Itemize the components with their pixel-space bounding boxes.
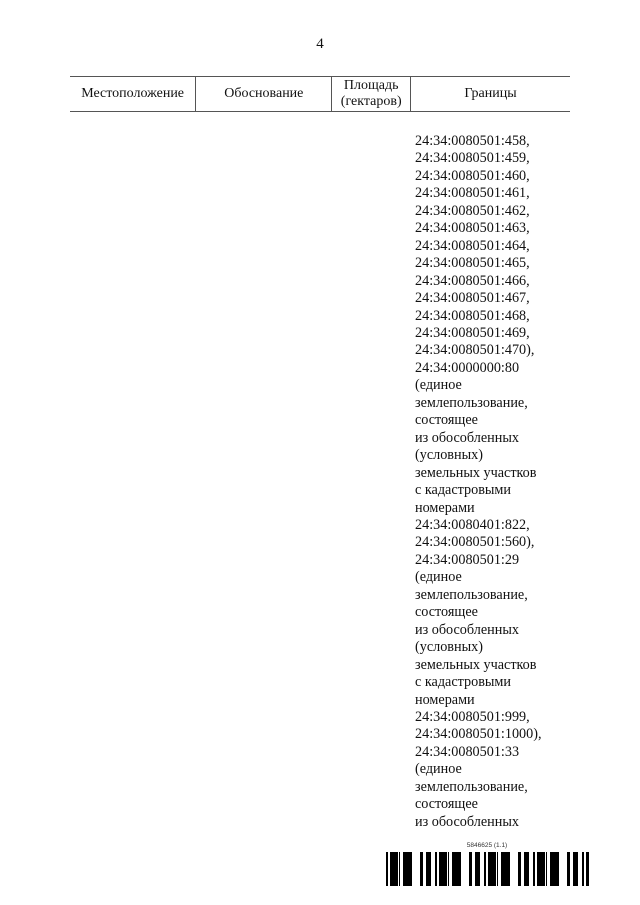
- barcode-bar: [505, 852, 508, 886]
- borders-cell-text: [415, 133, 542, 831]
- barcode-bar: [527, 852, 529, 886]
- barcode-bar: [426, 852, 429, 886]
- barcode-code: 5846625 (1.1): [466, 842, 508, 849]
- borders-line: 24:34:0080501:465,: [415, 255, 530, 272]
- barcode-bar: [454, 852, 456, 886]
- barcode-bar: [540, 852, 542, 886]
- barcode-bar: [508, 852, 510, 886]
- borders-line: землепользование,: [415, 778, 528, 795]
- barcode-bar: [503, 852, 505, 886]
- barcode-bar: [518, 852, 521, 886]
- borders-line: 24:34:0080501:466,: [415, 272, 530, 289]
- barcode-bar: [533, 852, 535, 886]
- header-location: Местоположение: [81, 86, 185, 101]
- barcode-bar: [446, 852, 447, 886]
- barcode-bar: [395, 852, 397, 886]
- page-number: 4: [316, 36, 324, 52]
- borders-line: землепользование,: [415, 394, 528, 411]
- borders-line: (условных): [415, 639, 483, 656]
- barcode-bar: [484, 852, 486, 886]
- borders-line: (условных): [415, 447, 483, 464]
- borders-line: 24:34:0080501:467,: [415, 290, 530, 307]
- barcode-bar: [542, 852, 544, 886]
- barcode-bar: [444, 852, 446, 886]
- barcode-bar: [397, 852, 398, 886]
- barcode-bar: [495, 852, 496, 886]
- borders-line: 24:34:0080501:29: [415, 551, 520, 568]
- barcode-bar: [524, 852, 527, 886]
- barcode-bar: [393, 852, 395, 886]
- borders-line: состоящее: [415, 796, 478, 813]
- borders-line: 24:34:0080501:460,: [415, 167, 530, 184]
- barcode-bar: [546, 852, 547, 886]
- borders-line: 24:34:0080501:459,: [415, 150, 530, 167]
- barcode-bar: [493, 852, 495, 886]
- barcode-bar: [405, 852, 407, 886]
- borders-line: из обособленных: [415, 621, 519, 638]
- header-borders: Границы: [410, 77, 570, 111]
- barcode-bar: [576, 852, 578, 886]
- header-justification: Обоснование: [195, 77, 331, 111]
- borders-line: (единое: [415, 569, 462, 586]
- barcode-bar: [442, 852, 444, 886]
- borders-line: 24:34:0080401:822,: [415, 516, 530, 533]
- borders-line: 24:34:0080501:468,: [415, 307, 530, 324]
- barcode-bar: [407, 852, 410, 886]
- borders-line: землепользование,: [415, 586, 528, 603]
- borders-line: 24:34:0080501:469,: [415, 324, 530, 341]
- barcode-bar: [410, 852, 412, 886]
- barcode-bar: [491, 852, 493, 886]
- borders-line: 24:34:0080501:560),: [415, 534, 535, 551]
- borders-line: номерами: [415, 499, 475, 516]
- borders-line: 24:34:0080501:33: [415, 743, 520, 760]
- barcode-bar: [544, 852, 545, 886]
- borders-line: земельных участков: [415, 464, 537, 481]
- barcode-bar: [429, 852, 431, 886]
- barcode-bar: [537, 852, 540, 886]
- borders-line: номерами: [415, 691, 475, 708]
- barcode-bar: [586, 852, 589, 886]
- table-header-row: [70, 76, 570, 112]
- borders-line: с кадастровыми: [415, 482, 511, 499]
- borders-line: 24:34:0000000:80: [415, 359, 520, 376]
- borders-line: 24:34:0080501:464,: [415, 237, 530, 254]
- borders-line: земельных участков: [415, 656, 537, 673]
- barcode-bar: [403, 852, 405, 886]
- barcode-bar: [488, 852, 491, 886]
- barcode-bar: [399, 852, 400, 886]
- barcode-block: [384, 842, 590, 886]
- borders-line: с кадастровыми: [415, 674, 511, 691]
- table: [70, 76, 570, 112]
- barcode-bar: [567, 852, 570, 886]
- barcode-bar: [435, 852, 437, 886]
- barcode-bar: [475, 852, 478, 886]
- barcode-bar: [582, 852, 584, 886]
- barcode-bar: [552, 852, 554, 886]
- barcode-bar: [448, 852, 449, 886]
- barcode-bar: [557, 852, 559, 886]
- borders-line: 24:34:0080501:461,: [415, 185, 530, 202]
- borders-line: 24:34:0080501:463,: [415, 220, 530, 237]
- barcode-bar: [390, 852, 393, 886]
- barcode-bar: [452, 852, 454, 886]
- barcode-image: [384, 852, 590, 886]
- barcode-bar: [459, 852, 461, 886]
- barcode-bar: [550, 852, 552, 886]
- borders-line: 24:34:0080501:999,: [415, 708, 530, 725]
- borders-line: (единое: [415, 377, 462, 394]
- barcode-bar: [478, 852, 480, 886]
- barcode-bar: [497, 852, 498, 886]
- borders-line: (единое: [415, 761, 462, 778]
- barcode-bar: [420, 852, 423, 886]
- borders-line: из обособленных: [415, 813, 519, 830]
- barcode-bar: [573, 852, 576, 886]
- borders-line: состоящее: [415, 412, 478, 429]
- barcode-bar: [554, 852, 557, 886]
- barcode-bar: [469, 852, 472, 886]
- barcode-bar: [439, 852, 442, 886]
- borders-line: 24:34:0080501:458,: [415, 133, 530, 149]
- header-area: Площадь (гектаров): [331, 77, 410, 111]
- borders-line: 24:34:0080501:470),: [415, 342, 535, 359]
- barcode-bar: [501, 852, 503, 886]
- borders-line: из обособленных: [415, 429, 519, 446]
- borders-line: 24:34:0080501:1000),: [415, 726, 542, 743]
- borders-line: состоящее: [415, 604, 478, 621]
- barcode-bar: [386, 852, 388, 886]
- borders-line: 24:34:0080501:462,: [415, 202, 530, 219]
- barcode-bar: [456, 852, 459, 886]
